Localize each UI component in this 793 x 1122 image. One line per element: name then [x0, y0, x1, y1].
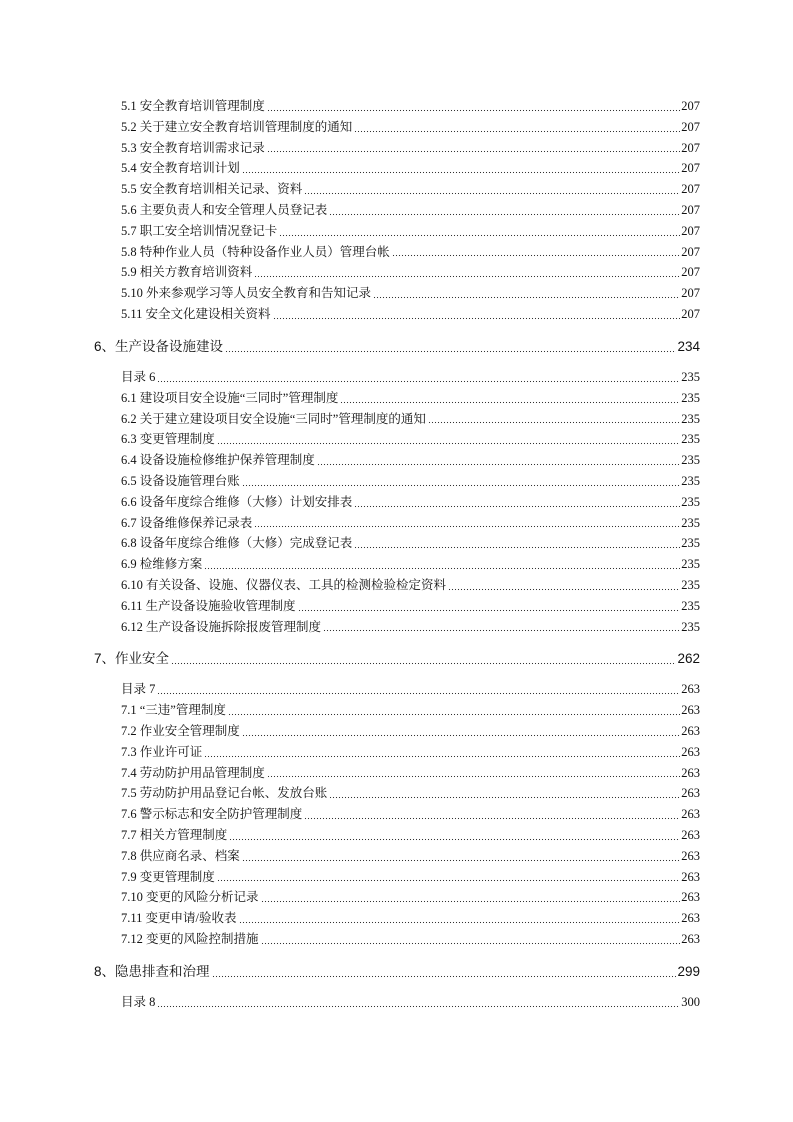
toc-page-number: 299 [677, 964, 700, 980]
dot-leader [261, 939, 681, 945]
toc-entry-label: 目录 6 [121, 369, 156, 384]
dot-leader [157, 377, 680, 383]
toc-page-number: 235 [681, 577, 700, 592]
toc-entry-label: 6.11 生产设备设施验收管理制度 [121, 598, 296, 613]
toc-entry-label: 6.3 变更管理制度 [121, 432, 215, 447]
dot-leader [261, 897, 681, 903]
toc-entry-label: 7.4 劳动防护用品管理制度 [121, 765, 265, 780]
toc-entry-label: 6.8 设备年度综合维修（大修）完成登记表 [121, 536, 353, 551]
toc-entry-label: 6.4 设备设施检修维护保养管理制度 [121, 453, 315, 468]
toc-entry[interactable] [94, 721, 700, 742]
toc-page-number: 235 [681, 494, 700, 509]
dot-leader [267, 147, 680, 153]
dot-leader [304, 814, 680, 820]
toc-page-number: 207 [681, 99, 700, 113]
toc-page-number: 207 [681, 182, 700, 197]
toc-page-number: 263 [681, 932, 700, 947]
toc-entry[interactable] [94, 617, 700, 638]
toc-entry-label: 目录 8 [121, 995, 156, 1009]
toc-entry[interactable] [94, 304, 700, 325]
toc-page-number: 207 [681, 140, 700, 155]
dot-leader [157, 689, 680, 695]
toc-entry-label: 7.12 变更的风险控制措施 [121, 932, 259, 947]
toc-section-heading[interactable] [94, 649, 700, 670]
toc-entry-label: 5.9 相关方教育培训资料 [121, 265, 253, 280]
toc-entry-label: 目录 7 [121, 682, 156, 697]
toc-entry-label: 7、作业安全 [94, 651, 170, 667]
toc-entry[interactable] [94, 409, 700, 430]
dot-leader [354, 502, 680, 508]
toc-page-number: 263 [681, 828, 700, 843]
toc-page-number: 207 [681, 202, 700, 217]
toc-entry-label: 6.6 设备年度综合维修（大修）计划安排表 [121, 494, 353, 509]
toc-page-number: 263 [681, 724, 700, 739]
toc-entry[interactable] [94, 158, 700, 179]
dot-leader [239, 918, 681, 924]
toc-entry-label: 7.3 作业许可证 [121, 744, 203, 759]
toc-entry-label: 5.4 安全教育培训计划 [121, 161, 240, 176]
toc-entry[interactable] [94, 367, 700, 388]
toc-entry[interactable] [94, 138, 700, 159]
toc-entry-label: 8、隐患排查和治理 [94, 964, 210, 980]
toc-entry[interactable] [94, 471, 700, 492]
toc-entry[interactable] [94, 283, 700, 304]
toc-entry-label: 5.10 外来参观学习等人员安全教育和告知记录 [121, 286, 372, 301]
toc-page-number: 235 [681, 369, 700, 384]
toc-entry[interactable] [94, 783, 700, 804]
toc-entry[interactable] [94, 679, 700, 700]
dot-leader [204, 564, 680, 570]
toc-page-number: 263 [681, 911, 700, 926]
toc-entry[interactable] [94, 429, 700, 450]
toc-page-number: 235 [681, 598, 700, 613]
toc-page-number: 207 [681, 244, 700, 259]
toc-entry-label: 7.1 “三违”管理制度 [121, 703, 226, 718]
toc-page-number: 235 [681, 515, 700, 530]
toc-entry[interactable] [94, 200, 700, 221]
toc-entry-label: 6.10 有关设备、设施、仪器仪表、工具的检测检验检定资料 [121, 577, 447, 592]
toc-page-number: 262 [677, 651, 700, 667]
dot-leader [279, 231, 680, 237]
toc-entry[interactable] [94, 117, 700, 138]
dot-leader [171, 659, 676, 665]
toc-entry-label: 5.11 安全文化建设相关资料 [121, 306, 271, 321]
toc-page-number: 207 [681, 119, 700, 134]
dot-leader [228, 710, 680, 716]
toc-entry[interactable] [94, 804, 700, 825]
toc-page-number: 263 [681, 786, 700, 801]
dot-leader [217, 876, 680, 882]
dot-leader [329, 210, 680, 216]
toc-entry-label: 7.7 相关方管理制度 [121, 828, 228, 843]
toc-entry-label: 6.9 检维修方案 [121, 557, 203, 572]
toc-entry-label: 7.10 变更的风险分析记录 [121, 890, 259, 905]
dot-leader [323, 626, 680, 632]
toc-entry[interactable] [94, 221, 700, 242]
toc-page-number: 207 [681, 265, 700, 280]
toc-entry[interactable] [94, 533, 700, 554]
toc-page-number: 263 [681, 869, 700, 884]
toc-page-number: 300 [681, 995, 700, 1009]
toc-page-number: 207 [681, 161, 700, 176]
toc-page-number: 207 [681, 306, 700, 321]
dot-leader [392, 251, 680, 257]
toc-entry-label: 7.9 变更管理制度 [121, 869, 215, 884]
dot-leader [157, 1002, 680, 1008]
dot-leader [428, 418, 680, 424]
toc-entry[interactable] [94, 242, 700, 263]
toc-entry[interactable] [94, 492, 700, 513]
toc-page-number: 235 [681, 432, 700, 447]
toc-entry-label: 7.6 警示标志和安全防护管理制度 [121, 807, 303, 822]
toc-page-number: 263 [681, 703, 700, 718]
toc-page-number: 207 [681, 286, 700, 301]
dot-leader [373, 293, 680, 299]
toc-entry[interactable] [94, 575, 700, 596]
toc-entry-label: 6.5 设备设施管理台账 [121, 473, 240, 488]
toc-entry-label: 7.8 供应商名录、档案 [121, 848, 240, 863]
toc-section-heading[interactable] [94, 337, 700, 358]
toc-entry[interactable] [94, 908, 700, 929]
dot-leader [217, 439, 680, 445]
toc-entry-label: 5.8 特种作业人员（特种设备作业人员）管理台帐 [121, 244, 390, 259]
toc-page-number: 234 [677, 338, 700, 354]
dot-leader [317, 460, 680, 466]
dot-leader [229, 835, 680, 841]
toc-entry-label: 6.12 生产设备设施拆除报废管理制度 [121, 619, 322, 634]
toc-entry[interactable] [94, 992, 700, 1013]
dot-leader [354, 127, 680, 133]
dot-leader [329, 793, 680, 799]
toc-page-number: 263 [681, 848, 700, 863]
dot-leader [267, 772, 680, 778]
toc-page-number: 207 [681, 223, 700, 238]
toc-entry-label: 5.5 安全教育培训相关记录、资料 [121, 182, 303, 197]
toc-entry-label: 6、生产设备设施建设 [94, 338, 224, 354]
toc-entry-label: 5.7 职工安全培训情况登记卡 [121, 223, 278, 238]
toc-entry-label: 6.2 关于建立建设项目安全设施“三同时”管理制度的通知 [121, 411, 426, 426]
toc-entry[interactable] [94, 742, 700, 763]
dot-leader [242, 731, 680, 737]
dot-leader [340, 398, 680, 404]
toc-entry[interactable] [94, 554, 700, 575]
toc-entry[interactable] [94, 887, 700, 908]
toc-entry-label: 5.1 安全教育培训管理制度 [121, 99, 265, 113]
dot-leader [354, 543, 680, 549]
toc-entry[interactable] [94, 929, 700, 950]
dot-leader [298, 606, 681, 612]
dot-leader [242, 168, 680, 174]
toc-entry[interactable] [94, 867, 700, 888]
toc-page-number: 235 [681, 619, 700, 634]
toc-entry-label: 6.1 建设项目安全设施“三同时”管理制度 [121, 390, 339, 405]
toc-page-number: 235 [681, 390, 700, 405]
toc-page-number: 263 [681, 682, 700, 697]
toc-page-number: 235 [681, 411, 700, 426]
toc-page-number: 263 [681, 765, 700, 780]
toc-entry[interactable] [94, 700, 700, 721]
toc-entry-label: 7.11 变更申请/验收表 [121, 911, 237, 926]
dot-leader [448, 585, 680, 591]
table-of-contents [94, 96, 700, 1013]
toc-entry-label: 7.2 作业安全管理制度 [121, 724, 240, 739]
toc-page-number: 263 [681, 890, 700, 905]
toc-section-heading[interactable] [94, 962, 700, 983]
dot-leader [304, 189, 680, 195]
toc-entry[interactable] [94, 763, 700, 784]
dot-leader [242, 856, 680, 862]
dot-leader [242, 481, 680, 487]
toc-entry[interactable] [94, 846, 700, 867]
dot-leader [254, 522, 680, 528]
toc-entry[interactable] [94, 825, 700, 846]
dot-leader [273, 314, 681, 320]
toc-entry-label: 6.7 设备维修保养记录表 [121, 515, 253, 530]
toc-entry-label: 5.2 关于建立安全教育培训管理制度的通知 [121, 119, 353, 134]
toc-page-number: 263 [681, 807, 700, 822]
toc-entry[interactable] [94, 262, 700, 283]
toc-entry[interactable] [94, 513, 700, 534]
toc-entry-label: 7.5 劳动防护用品登记台帐、发放台账 [121, 786, 328, 801]
dot-leader [225, 347, 676, 353]
toc-page-number: 235 [681, 453, 700, 468]
toc-entry-label: 5.6 主要负责人和安全管理人员登记表 [121, 202, 328, 217]
dot-leader [267, 106, 680, 112]
dot-leader [212, 972, 677, 978]
toc-page-number: 235 [681, 557, 700, 572]
toc-entry[interactable] [94, 388, 700, 409]
toc-page-number: 263 [681, 744, 700, 759]
toc-entry[interactable] [94, 96, 700, 117]
toc-page-number: 235 [681, 536, 700, 551]
toc-entry-label: 5.3 安全教育培训需求记录 [121, 140, 265, 155]
toc-entry[interactable] [94, 179, 700, 200]
dot-leader [254, 272, 680, 278]
toc-page-number: 235 [681, 473, 700, 488]
toc-entry[interactable] [94, 596, 700, 617]
toc-entry[interactable] [94, 450, 700, 471]
dot-leader [204, 752, 680, 758]
